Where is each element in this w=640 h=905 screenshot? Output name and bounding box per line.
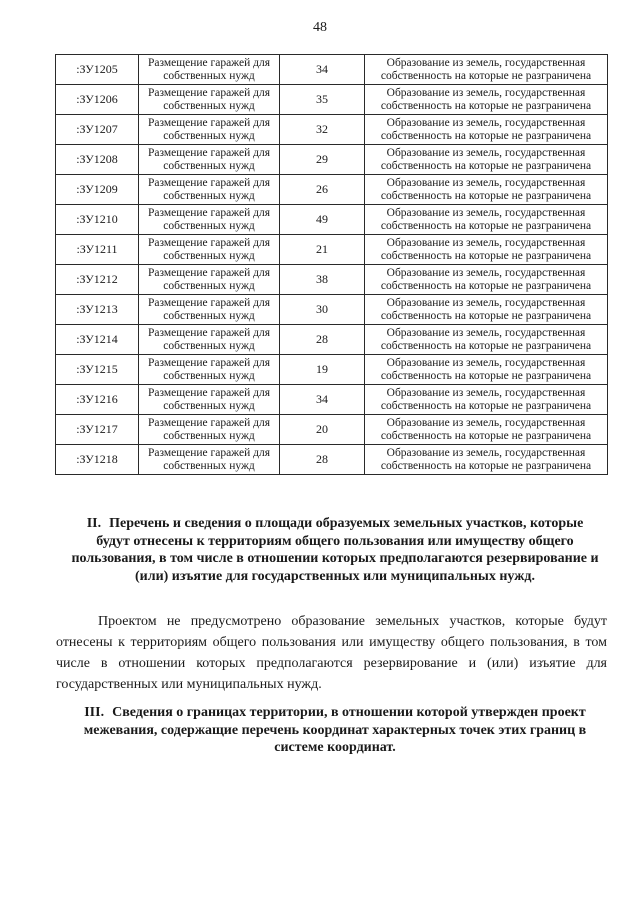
table-row [56, 205, 608, 235]
area-cell: 19 [280, 355, 365, 385]
table-row [56, 295, 608, 325]
permitted-use-cell: Размещение гаражей для собственных нужд [139, 205, 280, 235]
parcel-id-cell: :ЗУ1216 [56, 385, 139, 415]
permitted-use-cell: Размещение гаражей для собственных нужд [139, 235, 280, 265]
parcel-id-cell: :ЗУ1215 [56, 355, 139, 385]
permitted-use-cell: Размещение гаражей для собственных нужд [139, 325, 280, 355]
area-cell: 30 [280, 295, 365, 325]
table-row [56, 235, 608, 265]
area-cell: 26 [280, 175, 365, 205]
section-3-heading [70, 704, 600, 757]
parcel-id-cell: :ЗУ1210 [56, 205, 139, 235]
area-cell: 28 [280, 445, 365, 475]
parcel-id-cell: :ЗУ1218 [56, 445, 139, 475]
parcel-id-cell: :ЗУ1207 [56, 115, 139, 145]
formation-method-cell: Образование из земель, государственная собственность на которые не разграничена [365, 415, 608, 445]
table-row [56, 265, 608, 295]
formation-method-cell: Образование из земель, государственная собственность на которые не разграничена [365, 85, 608, 115]
permitted-use-cell: Размещение гаражей для собственных нужд [139, 295, 280, 325]
parcel-id-cell: :ЗУ1212 [56, 265, 139, 295]
parcel-id-cell: :ЗУ1205 [56, 55, 139, 85]
formation-method-cell: Образование из земель, государственная собственность на которые не разграничена [365, 325, 608, 355]
area-cell: 21 [280, 235, 365, 265]
permitted-use-cell: Размещение гаражей для собственных нужд [139, 55, 280, 85]
area-cell: 49 [280, 205, 365, 235]
formation-method-cell: Образование из земель, государственная собственность на которые не разграничена [365, 355, 608, 385]
table-row [56, 175, 608, 205]
table-row [56, 385, 608, 415]
section-3-number: III. [84, 705, 105, 720]
formation-method-cell: Образование из земель, государственная собственность на которые не разграничена [365, 175, 608, 205]
permitted-use-cell: Размещение гаражей для собственных нужд [139, 445, 280, 475]
permitted-use-cell: Размещение гаражей для собственных нужд [139, 355, 280, 385]
section-2-body: Проектом не предусмотрено образование земельных участков, которые будут отнесены к территориям общего пользования или имуществу общего пользования, в том числе в отношении которых предполагаются резервирование и (или) изъятие для государственных или муниципальных нужд. [56, 614, 607, 692]
table-row [56, 55, 608, 85]
formation-method-cell: Образование из земель, государственная собственность на которые не разграничена [365, 385, 608, 415]
permitted-use-cell: Размещение гаражей для собственных нужд [139, 145, 280, 175]
parcel-id-cell: :ЗУ1213 [56, 295, 139, 325]
parcel-id-cell: :ЗУ1206 [56, 85, 139, 115]
permitted-use-cell: Размещение гаражей для собственных нужд [139, 265, 280, 295]
parcel-id-cell: :ЗУ1217 [56, 415, 139, 445]
section-2-number: II. [86, 516, 102, 531]
table-row [56, 115, 608, 145]
parcel-id-cell: :ЗУ1211 [56, 235, 139, 265]
parcel-id-cell: :ЗУ1209 [56, 175, 139, 205]
permitted-use-cell: Размещение гаражей для собственных нужд [139, 415, 280, 445]
area-cell: 32 [280, 115, 365, 145]
area-cell: 34 [280, 385, 365, 415]
table-row [56, 145, 608, 175]
formation-method-cell: Образование из земель, государственная собственность на которые не разграничена [365, 115, 608, 145]
section-3-title: Сведения о границах территории, в отношении которой утвержден проект межевания, содержащие перечень координат характерных точек этих границ в системе координат. [83, 705, 587, 755]
permitted-use-cell: Размещение гаражей для собственных нужд [139, 115, 280, 145]
area-cell: 34 [280, 55, 365, 85]
formation-method-cell: Образование из земель, государственная собственность на которые не разграничена [365, 55, 608, 85]
formation-method-cell: Образование из земель, государственная собственность на которые не разграничена [365, 235, 608, 265]
area-cell: 28 [280, 325, 365, 355]
area-cell: 38 [280, 265, 365, 295]
parcel-id-cell: :ЗУ1214 [56, 325, 139, 355]
table-row [56, 85, 608, 115]
permitted-use-cell: Размещение гаражей для собственных нужд [139, 175, 280, 205]
table-row [56, 355, 608, 385]
formation-method-cell: Образование из земель, государственная собственность на которые не разграничена [365, 205, 608, 235]
formation-method-cell: Образование из земель, государственная собственность на которые не разграничена [365, 145, 608, 175]
page-number: 48 [313, 20, 327, 35]
area-cell: 20 [280, 415, 365, 445]
formation-method-cell: Образование из земель, государственная собственность на которые не разграничена [365, 295, 608, 325]
table-row [56, 445, 608, 475]
permitted-use-cell: Размещение гаражей для собственных нужд [139, 385, 280, 415]
land-parcels-table [55, 54, 608, 475]
area-cell: 29 [280, 145, 365, 175]
permitted-use-cell: Размещение гаражей для собственных нужд [139, 85, 280, 115]
formation-method-cell: Образование из земель, государственная собственность на которые не разграничена [365, 445, 608, 475]
table-row [56, 325, 608, 355]
table-row [56, 415, 608, 445]
section-2-title: Перечень и сведения о площади образуемых земельных участков, которые будут отнесены к территориям общего пользования или имуществу общего пользования, в том числе в отношении которых предполагаются резервирование и (или) изъятие для государственных или муниципальных нужд. [71, 516, 599, 584]
land-parcels-table-body [56, 55, 608, 475]
formation-method-cell: Образование из земель, государственная собственность на которые не разграничена [365, 265, 608, 295]
area-cell: 35 [280, 85, 365, 115]
parcel-id-cell: :ЗУ1208 [56, 145, 139, 175]
section-2-heading [70, 515, 600, 585]
